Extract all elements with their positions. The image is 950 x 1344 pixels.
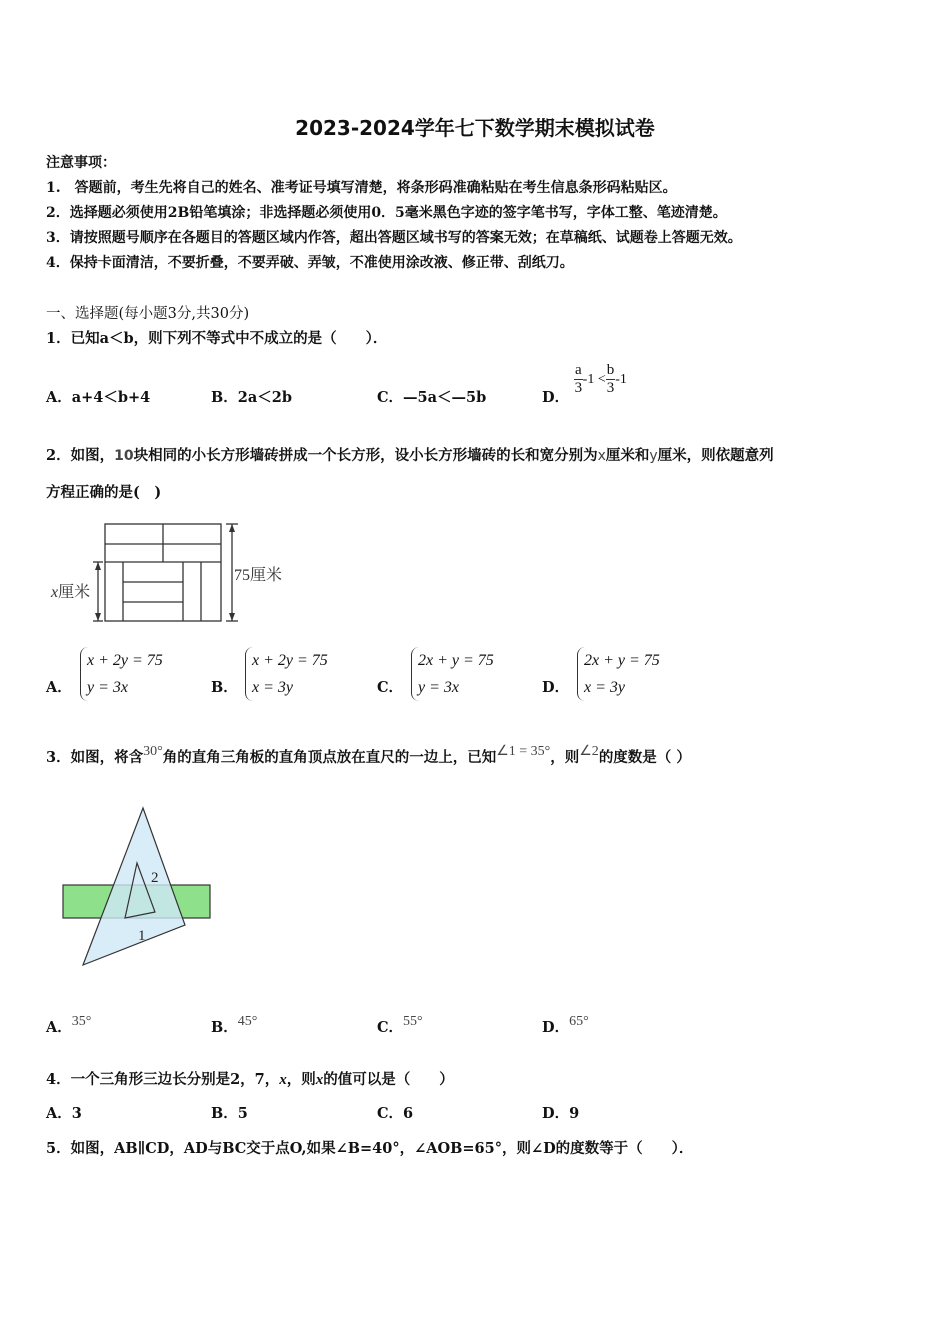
q2-stem-line2: 方程正确的是( ) bbox=[46, 484, 162, 501]
q2-option-a-system[interactable]: x + 2y = 75 y = 3x bbox=[80, 647, 163, 701]
q2-option-c-label[interactable]: C． bbox=[377, 679, 404, 696]
angle-2-label: 2 bbox=[151, 870, 159, 886]
notice-item-4: 4．保持卡面清洁，不要折叠，不要弄破、弄皱，不准使用涂改液、修正带、刮纸刀。 bbox=[46, 255, 574, 271]
q2-option-d-label[interactable]: D． bbox=[542, 679, 570, 696]
q2-brick-figure bbox=[48, 518, 298, 638]
q1-stem: 1．已知a＜b，则下列不等式中不成立的是（ ）． bbox=[46, 330, 388, 347]
q3-option-d[interactable]: D．65° bbox=[542, 1014, 589, 1036]
q1-option-d[interactable]: D． bbox=[542, 389, 570, 406]
q2-option-b-system[interactable]: x + 2y = 75 x = 3y bbox=[245, 647, 328, 701]
q2-stem-line1: 2．如图，10块相同的小长方形墙砖拼成一个长方形，设小长方形墙砖的长和宽分别为x厘米和y厘米，则依题意列 bbox=[46, 447, 774, 464]
notice-item-2: 2．选择题必须使用2B铅笔填涂；非选择题必须使用0．5毫米黑色字迹的签字笔书写，字体工整、笔迹清楚。 bbox=[46, 205, 727, 221]
fraction-a-over-3: $\frac{a}{3}$ bbox=[574, 362, 583, 396]
q2-option-a-label[interactable]: A． bbox=[46, 679, 72, 696]
angle-1-label: 1 bbox=[138, 928, 146, 944]
q2-option-b-label[interactable]: B． bbox=[211, 679, 238, 696]
q1-option-c[interactable]: C．—5a＜—5b bbox=[377, 389, 487, 406]
notice-heading: 注意事项： bbox=[46, 155, 116, 171]
q3-option-a[interactable]: A．35° bbox=[46, 1014, 92, 1036]
q1-option-b[interactable]: B．2a＜2b bbox=[211, 389, 292, 406]
fraction-b-over-3: $\frac{b}{3}$ bbox=[606, 362, 615, 396]
x-label: x厘米 bbox=[51, 584, 91, 601]
height-label: 75厘米 bbox=[234, 567, 283, 584]
q2-option-c-system[interactable]: 2x + y = 75 y = 3x bbox=[411, 647, 494, 701]
q4-option-c[interactable]: C．6 bbox=[377, 1105, 414, 1122]
exam-title: 2023-2024学年七下数学期末模拟试卷 bbox=[295, 116, 655, 140]
q1-option-d-expression: $\frac{a}{3}$ -1 < $\frac{b}{3}$ -1 bbox=[574, 362, 627, 396]
q4-option-a[interactable]: A．3 bbox=[46, 1105, 82, 1122]
q5-stem: 5．如图，AB∥CD，AD与BC交于点O,如果∠B=40°，∠AOB=65°，则∠D的度数等于（ ）． bbox=[46, 1140, 694, 1157]
q3-triangle-ruler-figure bbox=[55, 800, 225, 975]
q4-option-b[interactable]: B．5 bbox=[211, 1105, 248, 1122]
notice-item-1: 1. 答题前，考生先将自己的姓名、准考证号填写清楚，将条形码准确粘贴在考生信息条形码粘贴区。 bbox=[46, 180, 677, 196]
q4-option-d[interactable]: D．9 bbox=[542, 1105, 580, 1122]
q3-option-b[interactable]: B．45° bbox=[211, 1014, 258, 1036]
q4-stem: 4．一个三角形三边长分别是2，7，x，则x的值可以是（ ） bbox=[46, 1071, 454, 1088]
notice-item-3: 3．请按照题号顺序在各题目的答题区域内作答，超出答题区域书写的答案无效；在草稿纸、试题卷上答题无效。 bbox=[46, 230, 742, 246]
q2-option-d-system[interactable]: 2x + y = 75 x = 3y bbox=[577, 647, 660, 701]
q3-option-c[interactable]: C．55° bbox=[377, 1014, 423, 1036]
section-heading: 一、选择题(每小题3分,共30分) bbox=[46, 306, 250, 322]
q3-stem: 3．如图，将含30°角的直角三角板的直角顶点放在直尺的一边上，已知∠1 = 35°，则∠2的度数是（ ） bbox=[46, 744, 691, 766]
q1-option-a[interactable]: A．a+4＜b+4 bbox=[46, 389, 151, 406]
